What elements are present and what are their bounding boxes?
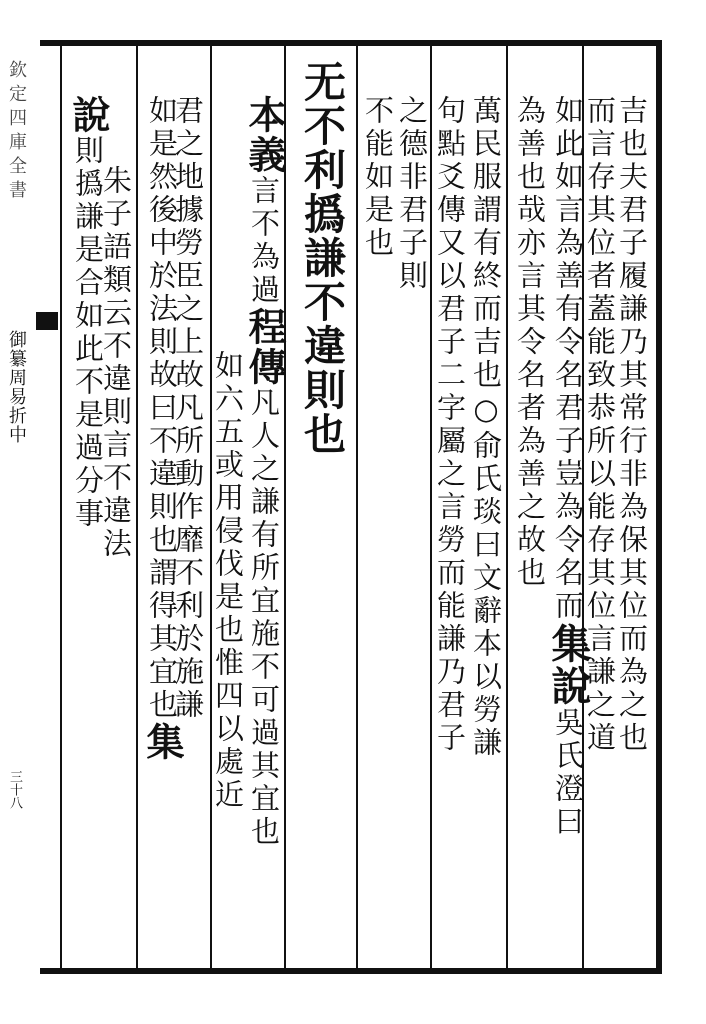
text-column-8: 不能如是也 bbox=[361, 95, 395, 260]
column-15-label: 說 bbox=[66, 95, 111, 135]
column-rule bbox=[356, 46, 358, 968]
column-10-label: 本義 bbox=[242, 95, 287, 175]
text-column-3 bbox=[546, 95, 590, 839]
column-3-label: 集說 bbox=[545, 623, 592, 707]
text-column-5: 萬民服謂有終而吉也○俞氏琰曰文辭本以勞謙 bbox=[469, 95, 503, 760]
column-10-tail: 凡人之謙有所宜施不可過其宜也 bbox=[247, 387, 281, 849]
column-15-body: 則撝謙是合如此不是過分事 bbox=[71, 135, 105, 531]
text-column-10 bbox=[242, 95, 286, 849]
text-column-14: 朱子語類云不違則言不違法 bbox=[99, 165, 133, 561]
column-10-body: 言不為過 bbox=[247, 175, 281, 307]
column-13-body: 如是然後中於法則故曰不違則也謂得其宜也 bbox=[145, 95, 179, 722]
text-column-13 bbox=[140, 95, 184, 762]
column-rule bbox=[506, 46, 508, 968]
text-column-11: 如六五或用侵伐是也惟四以處近 bbox=[211, 350, 245, 812]
page-border-bottom bbox=[40, 968, 662, 974]
margin-page-number: 三十八 bbox=[7, 770, 22, 809]
text-column-15 bbox=[66, 95, 110, 531]
fishtail-mark bbox=[36, 312, 58, 330]
column-rule bbox=[136, 46, 138, 968]
text-column-1: 吉也夫君子履謙乃其常行非為保其位而為之也 bbox=[615, 95, 649, 755]
text-column-12: 君之地據勞臣之上故凡所動作靡不利於施謙 bbox=[171, 95, 205, 722]
text-column-4: 為善也哉亦言其令名者為善之故也 bbox=[513, 95, 547, 590]
page-border-top bbox=[40, 40, 662, 46]
column-rule bbox=[60, 46, 62, 968]
column-3-tail: 吳氏澄曰 bbox=[551, 707, 585, 839]
text-column-2: 而言存其位者蓋能致恭所以能存其位言謙之道 bbox=[583, 95, 617, 755]
page-border-right bbox=[656, 40, 662, 974]
column-rule bbox=[430, 46, 432, 968]
column-13-label: 集 bbox=[140, 722, 185, 762]
margin-book-title: 御纂周易折中 bbox=[6, 330, 27, 444]
main-text-heading: 无不利撝謙不違則也 bbox=[298, 60, 347, 456]
text-column-7: 之德非君子則 bbox=[395, 95, 429, 293]
margin-faint-title: 欽定四庫全書 bbox=[6, 60, 27, 204]
column-3-body: 如此如言為善有令名君子豈為令名而 bbox=[551, 95, 585, 623]
text-column-6: 句點爻傳又以君子二字屬之言勞而能謙乃君子 bbox=[433, 95, 467, 755]
column-10-label-2: 程傳 bbox=[242, 307, 287, 387]
